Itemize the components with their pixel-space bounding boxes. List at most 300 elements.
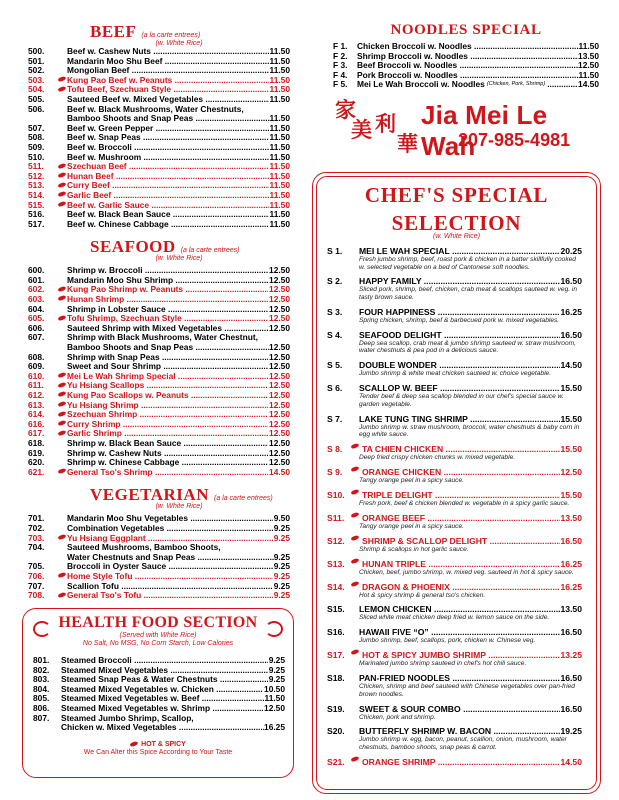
item-name: Sauteed Shrimp with Mixed Vegetables ..... (67, 324, 268, 334)
item-name: DOUBLE WONDER ..... (359, 360, 560, 370)
hot-pepper-icon (58, 86, 67, 92)
item-name: Beef w. Garlic Sauce ..... (67, 201, 269, 211)
item-number: S10. (327, 489, 345, 500)
item-price: 11.50 (269, 84, 290, 95)
noodles-list (333, 42, 599, 90)
item-price: 11.50 (269, 209, 290, 220)
spacer (58, 124, 67, 134)
item-number: S 6. (327, 383, 343, 394)
beef-header (28, 22, 290, 42)
spacer (58, 333, 67, 343)
hot-pepper-icon (58, 572, 67, 582)
right-column (333, 22, 599, 161)
item-name: FOUR HAPPINESS ..... (359, 307, 560, 317)
item-name: Hunan Beef ..... (67, 172, 269, 182)
spacer (58, 305, 67, 315)
item-price: 13.50 (560, 512, 582, 523)
item-number: 804. (33, 683, 50, 694)
hot-pepper-icon (58, 314, 67, 324)
item-number: 603. (28, 294, 45, 305)
hot-pepper-icon (58, 191, 67, 201)
item-name: Beef w. Broccoli ..... (67, 143, 269, 153)
chef-item-row (327, 757, 582, 767)
item-number: 620. (28, 457, 45, 468)
item-number: F 2. (333, 50, 348, 61)
menu-item-row (28, 220, 290, 230)
item-number: 803. (33, 674, 50, 685)
item-note: (Chicken, Pork, Shrimp) (486, 81, 546, 88)
item-number: 616. (28, 418, 45, 429)
item-name: BUTTERFLY SHRIMP W. BACON ..... (359, 726, 560, 736)
menu-item-row (28, 362, 290, 372)
health-item-row (33, 714, 285, 724)
item-description: Chicken, shrimp and beef sauteed with Chinese vegetables over pan-fried brown noodles. (359, 683, 575, 698)
chef-item (317, 559, 596, 577)
item-name: Shrimp Broccoli w. Noodles ..... (357, 52, 578, 62)
hot-pepper-icon (58, 314, 67, 320)
item-number: 503. (28, 74, 45, 85)
item-price: 9.50 (273, 513, 290, 524)
item-description: Chicken, beef, jumbo shrimp, w. mixed veg. sauteed in hot & spicy sauce. (359, 568, 574, 576)
menu-item-continuation (28, 553, 290, 563)
item-price: 14.50 (578, 79, 599, 90)
hot-pepper-icon (58, 391, 67, 397)
item-number: S 7. (327, 413, 343, 424)
item-price: 9.25 (273, 522, 290, 533)
hot-pepper-icon (58, 468, 67, 478)
item-price: 12.50 (269, 447, 290, 458)
item-name: Sauteed Beef w. Mixed Vegetables ..... (67, 95, 269, 105)
hot-pepper-icon (58, 85, 67, 95)
spacer (58, 105, 67, 115)
item-price: 11.50 (269, 46, 290, 56)
hot-pepper-icon (351, 535, 360, 541)
item-number: 703. (28, 532, 45, 543)
chef-item (317, 307, 596, 325)
item-description: Sliced white meat chicken deep fried w. lemon sauce on the side. (359, 614, 550, 622)
item-name: Home Style Tofu ..... (67, 572, 273, 582)
menu-item-row (28, 572, 290, 582)
menu-item-row (28, 85, 290, 95)
chef-item-row (327, 673, 582, 683)
chef-item-row (327, 330, 582, 340)
menu-item-row (28, 458, 290, 468)
seafood-sub: (w. White Rice) (155, 255, 203, 263)
item-name: Shrimp with Black Mushrooms, Water Chestnut, (67, 332, 258, 343)
item-number: 508. (28, 132, 45, 143)
hot-pepper-icon (58, 381, 67, 391)
chef-item (317, 444, 596, 462)
item-price: 12.50 (269, 361, 290, 372)
chef-item-row (327, 276, 582, 286)
hot-pepper-icon (58, 430, 67, 436)
item-number: 606. (28, 322, 45, 333)
item-name: Yu Hsiang Shrimp ..... (67, 401, 268, 411)
spacer (58, 514, 67, 524)
restaurant-name: Jia Mei Le Wah (421, 99, 548, 161)
item-name: Yu Hsiang Scallops ..... (67, 381, 268, 391)
hot-pepper-icon (58, 391, 67, 401)
item-description: Jumbo shrimp, beef, scallops, pork, chicken w. Chinese veg. (359, 637, 536, 645)
item-price: 19.25 (560, 726, 582, 737)
menu-item-row (28, 172, 290, 182)
menu-item-row (28, 66, 290, 76)
item-price: 11.50 (264, 693, 285, 704)
item-number: 706. (28, 570, 45, 581)
item-price: 15.50 (560, 444, 582, 455)
seafood-section (28, 237, 290, 477)
item-name: Tofu Shrimp, Szechuan Style ..... (67, 314, 268, 324)
item-price: 20.25 (560, 246, 582, 256)
item-number: 617. (28, 428, 45, 439)
spacer (58, 324, 67, 334)
spacer (58, 47, 67, 57)
vegetarian-title: VEGETARIAN (90, 485, 209, 505)
item-price: 16.50 (560, 703, 582, 714)
noodle-item-row (333, 80, 599, 90)
item-name: Beef w. Cashew Nuts ..... (67, 47, 269, 57)
item-number: S19. (327, 703, 345, 714)
item-price: 16.50 (560, 627, 582, 638)
item-price: 11.50 (269, 113, 290, 124)
item-name: Chicken Broccoli w. Noodles ..... (357, 42, 579, 52)
item-description: Deep fried crispy chicken chunks w. mixed vegetable. (359, 454, 516, 462)
item-number: 609. (28, 361, 45, 372)
item-number: F 3. (333, 60, 348, 71)
item-price: 14.50 (269, 466, 290, 477)
hot-pepper-icon (58, 181, 67, 187)
item-name: SWEET & SOUR COMBO ..... (359, 704, 560, 714)
menu-item-row (28, 57, 290, 67)
item-number: 704. (28, 542, 45, 553)
chefs-special-box (312, 172, 601, 794)
chinese-char: 華 (397, 130, 418, 156)
chefs-special-title: CHEF'S SPECIAL (364, 183, 549, 207)
item-price: 11.50 (578, 69, 599, 80)
health-item-continuation (33, 723, 285, 733)
item-price: 12.50 (269, 351, 290, 362)
item-number: 501. (28, 55, 45, 66)
hot-pepper-icon (58, 162, 67, 168)
menu-item-row (28, 181, 290, 191)
item-price: 15.50 (560, 383, 582, 394)
chef-item-row (327, 490, 582, 500)
item-number: 515. (28, 199, 45, 210)
chef-item (317, 383, 596, 408)
item-price: 12.50 (269, 437, 290, 448)
item-name: SHRIMP & SCALLOP DELIGHT ..... (362, 536, 560, 546)
chef-item (317, 726, 596, 751)
item-number: 514. (28, 189, 45, 200)
item-price: 12.50 (269, 409, 290, 420)
chef-item-row (327, 414, 582, 424)
item-price: 12.50 (269, 428, 290, 439)
item-number: S 1. (327, 246, 343, 256)
item-price: 9.25 (273, 551, 290, 562)
item-price: 11.50 (269, 55, 290, 66)
item-name: Steamed Mixed Vegetables w. Chicken ..... (61, 685, 263, 695)
item-number: 602. (28, 284, 45, 295)
item-number: S 9. (327, 467, 343, 478)
item-price: 12.50 (269, 457, 290, 468)
chef-item (317, 704, 596, 722)
vegetarian-list (28, 514, 290, 600)
item-number: 805. (33, 693, 50, 704)
item-number: 605. (28, 313, 45, 324)
item-price: 12.50 (269, 303, 290, 314)
item-name: TA CHIEN CHICKEN ..... (362, 444, 560, 454)
chef-item-row (327, 513, 582, 523)
item-number: S14. (327, 581, 345, 592)
item-price: 12.50 (269, 265, 290, 276)
item-number: 509. (28, 141, 45, 152)
item-name: Combination Vegetables ..... (67, 524, 273, 534)
health-sub-served: (Served with White Rice) (119, 632, 197, 639)
item-name: Hunan Shrimp ..... (67, 295, 268, 305)
chef-item (317, 513, 596, 531)
item-number: S12. (327, 535, 345, 546)
item-description: Spring chicken, shrimp, beef & barbecued pork w. mixed vegetables. (359, 316, 560, 324)
menu-item-row (28, 191, 290, 201)
menu-item-row (28, 124, 290, 134)
menu-item-row (28, 201, 290, 211)
spacer (58, 143, 67, 153)
hot-pepper-icon (351, 756, 360, 762)
chef-item (317, 650, 596, 668)
item-price: 11.50 (269, 93, 290, 104)
menu-item-continuation (28, 114, 290, 124)
item-number: 601. (28, 274, 45, 285)
item-name: Szechuan Beef ..... (67, 162, 269, 172)
item-name: Shrimp w. Black Bean Sauce ..... (67, 439, 268, 449)
item-name: Steamed Jumbo Shrimp, Scallop, (61, 712, 194, 723)
spacer (58, 362, 67, 372)
item-price: 12.50 (269, 399, 290, 410)
item-price: 16.25 (560, 558, 582, 569)
noodle-item-row (333, 61, 599, 71)
legend-label: HOT & SPICY (141, 740, 186, 748)
menu-item-row (28, 285, 290, 295)
shrimp-icon (265, 621, 283, 637)
item-name: Shrimp with Snap Peas ..... (67, 353, 268, 363)
item-description: Hot & spicy shrimp & general tso's chicken. (359, 591, 486, 599)
item-name: HOT & SPICY JUMBO SHRIMP ..... (362, 650, 560, 660)
item-name-cont: Water Chestnuts and Snap Peas ..... (67, 553, 274, 563)
chef-item-row (327, 536, 582, 546)
menu-item-row (28, 439, 290, 449)
health-sub-nosalt: No Salt, No MSG, No Corn Starch, Low Calories (82, 640, 234, 647)
brand-block (333, 94, 599, 161)
hot-pepper-icon (58, 420, 67, 430)
seafood-title: SEAFOOD (90, 237, 176, 257)
item-price: 12.50 (264, 702, 285, 713)
item-number: S17. (327, 650, 345, 661)
item-price: 12.50 (269, 418, 290, 429)
hot-pepper-icon (58, 162, 67, 172)
item-number: 705. (28, 561, 45, 572)
item-name: Shrimp w. Broccoli ..... (67, 266, 268, 276)
item-price: 12.50 (269, 380, 290, 391)
chefs-special-sub: (w. White Rice) (432, 233, 481, 240)
item-price: 15.50 (560, 489, 582, 500)
chef-item-row (327, 559, 582, 569)
chef-item-row (327, 704, 582, 714)
item-number: 611. (28, 380, 44, 391)
chef-item-row (327, 246, 582, 256)
item-price: 9.25 (273, 561, 290, 572)
item-price: 12.50 (269, 390, 290, 400)
item-number: 621. (28, 466, 45, 477)
item-price: 11.50 (269, 218, 290, 229)
chef-item (317, 604, 596, 622)
menu-item-row (28, 305, 290, 315)
item-number: 504. (28, 84, 45, 95)
dot-leader (547, 80, 578, 90)
menu-item-row (28, 210, 290, 220)
beef-note: (a la carte entrees) (141, 32, 201, 39)
menu-item-row (28, 514, 290, 524)
item-name: Beef w. Black Bean Sauce ..... (67, 210, 269, 220)
hot-pepper-icon (58, 468, 67, 474)
item-name-cont: Chicken w. Mixed Vegetables ..... (61, 723, 264, 733)
item-name: Steamed Mixed Vegetables ..... (61, 666, 268, 676)
item-number: S 2. (327, 276, 343, 287)
item-number: 600. (28, 265, 45, 276)
item-number: S11. (327, 512, 345, 523)
item-number: 604. (28, 303, 45, 314)
item-price: 16.25 (264, 722, 285, 733)
hot-pepper-icon (58, 295, 67, 305)
item-number: 807. (33, 712, 50, 723)
vegetarian-sub: (w. White Rice) (155, 503, 203, 511)
noodles-title: NOODLES SPECIAL (390, 22, 542, 38)
item-price: 9.25 (273, 532, 290, 543)
hot-pepper-icon (351, 466, 360, 472)
item-name: Steamed Mixed Vegetables w. Beef ..... (61, 694, 264, 704)
chef-item-row (327, 383, 582, 393)
item-number: S 3. (327, 306, 343, 317)
health-item-row (33, 656, 285, 666)
vegetarian-section (28, 485, 290, 600)
item-name: Yu Hsiang Eggplant ..... (67, 534, 273, 544)
seafood-list (28, 266, 290, 477)
item-price: 11.50 (269, 122, 290, 133)
item-price: 11.50 (269, 161, 290, 172)
menu-item-row (28, 468, 290, 478)
item-name: Beef w. Snap Peas ..... (67, 133, 269, 143)
hot-pepper-icon (58, 286, 67, 292)
chef-item (317, 536, 596, 554)
item-price: 12.50 (269, 274, 290, 285)
item-price: 16.50 (560, 535, 582, 546)
item-name: HAPPY FAMILY ..... (359, 276, 560, 286)
item-number: 507. (28, 122, 45, 133)
chinese-char: 美 (351, 116, 372, 142)
spacer (58, 458, 67, 468)
health-title: HEALTH FOOD SECTION (58, 614, 258, 631)
menu-item-row (28, 143, 290, 153)
spacer (58, 220, 67, 230)
item-description: Sliced pork, shrimp, beef, chicken, crab meat & scallops sauteed w. veg. in tasty brown sauce. (359, 286, 578, 302)
chefs-special-title2: SELECTION (391, 211, 522, 235)
item-name: General Tso's Shrimp ..... (67, 468, 268, 478)
item-price: 12.50 (269, 322, 290, 333)
item-name: Tofu Beef, Szechuan Style ..... (67, 85, 269, 95)
chef-item-row (327, 307, 582, 317)
menu-item-row (28, 353, 290, 363)
health-item-row (33, 694, 285, 704)
menu-item-row (28, 47, 290, 57)
item-price: 11.50 (269, 199, 290, 210)
item-number: 510. (28, 151, 45, 162)
item-price: 16.25 (560, 306, 582, 317)
menu-item-row (28, 76, 290, 86)
menu-item-row (28, 162, 290, 172)
item-name: Beef w. Green Pepper ..... (67, 124, 269, 134)
spacer (33, 723, 61, 733)
item-number: F 5. (333, 79, 348, 90)
item-price: 16.50 (560, 673, 582, 684)
item-number: S 5. (327, 360, 343, 371)
item-price: 12.50 (269, 294, 290, 305)
spacer (58, 153, 67, 163)
hot-pepper-icon (58, 191, 67, 197)
item-number: 516. (28, 209, 45, 220)
item-name: ORANGE BEEF ..... (362, 513, 560, 523)
hot-pepper-icon (58, 534, 67, 544)
menu-item-row (28, 314, 290, 324)
item-price: 13.50 (578, 50, 599, 61)
beef-section (28, 22, 290, 229)
item-number: S 4. (327, 329, 343, 340)
vegetarian-header (28, 485, 290, 505)
spacer (58, 133, 67, 143)
item-number: 702. (28, 522, 45, 533)
menu-item-row (28, 266, 290, 276)
item-number: 708. (28, 590, 45, 601)
item-price: 11.50 (269, 151, 290, 162)
item-description: Shrimp & scallops in hot garlic sauce. (359, 545, 469, 553)
item-number: F 1. (333, 41, 348, 51)
item-name: ORANGE CHICKEN ..... (362, 467, 560, 477)
spacer (58, 449, 67, 459)
item-description: Jumbo shrimp w. egg, bacon, peanut, scallion, onion, mushroom, water chestnuts, bamboo shoots, snap peas & carrot. (359, 736, 567, 752)
chef-item-row (327, 726, 582, 736)
menu-item-row (28, 295, 290, 305)
noodle-item-row (333, 42, 599, 52)
item-number: S18. (327, 673, 345, 684)
spacer (58, 66, 67, 76)
item-name: Sweet and Sour Shrimp ..... (67, 362, 268, 372)
menu-item-row (28, 449, 290, 459)
phone-number: 207-985-4981 (458, 129, 571, 150)
beef-list (28, 47, 290, 229)
item-number: 506. (28, 103, 45, 114)
hot-pepper-icon (351, 512, 360, 518)
hot-pepper-icon (58, 410, 67, 420)
item-number: 500. (28, 46, 45, 56)
item-name: Mei Le Wah Broccoli w. Noodles (357, 79, 485, 90)
item-price: 11.50 (269, 74, 290, 85)
spacer (58, 57, 67, 67)
chef-item-row (327, 467, 582, 477)
item-price: 9.25 (268, 655, 285, 665)
item-description: Tangy orange peel in a spicy sauce. (359, 522, 464, 530)
item-price: 11.50 (269, 170, 290, 181)
beef-sub: (w. White Rice) (155, 40, 203, 47)
menu-item-row (28, 133, 290, 143)
item-name: HAWAII FIVE “O” ..... (359, 627, 560, 637)
